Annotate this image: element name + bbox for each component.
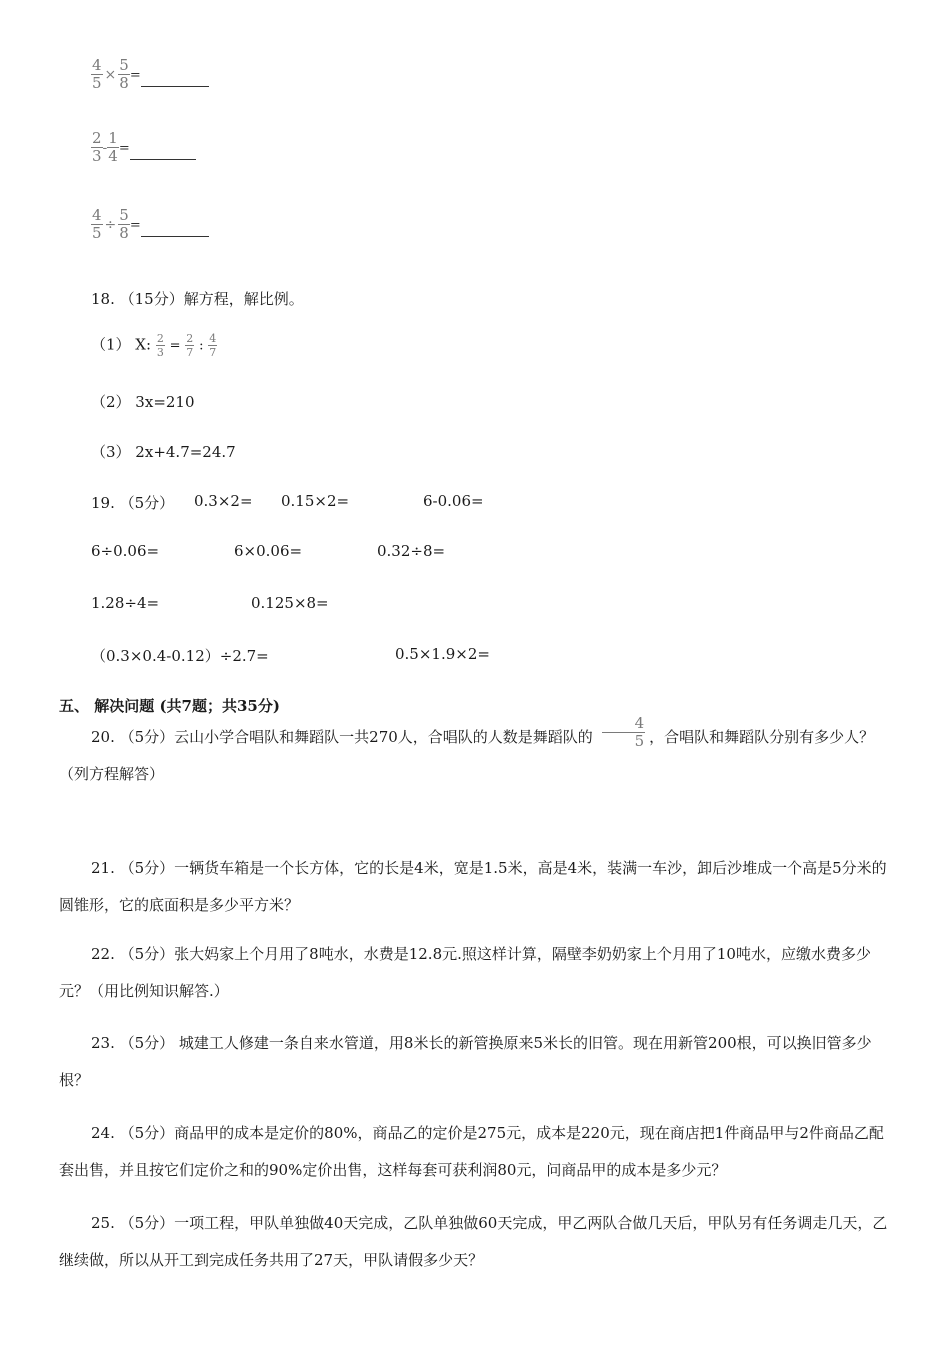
q21: 21. （5分）一辆货车箱是一个长方体，它的长是4米，宽是1.5米，高是4米，装满一车沙，卸后沙堆成一个高是5分米的圆锥形，它的底面积是多少平方米？ xyxy=(59,859,887,914)
q18-part2: （2） 3x=210 xyxy=(91,393,195,411)
colon: : xyxy=(199,338,204,354)
fraction-exercise-1 xyxy=(91,58,209,91)
fraction: $\frac{2}{3}$ xyxy=(156,332,164,359)
fraction: $\frac{2}{7}$ xyxy=(186,332,194,359)
q20-text-after: ，合唱队和舞蹈队分别有多少人？（列方程解答） xyxy=(59,728,875,783)
fraction: $\frac{5}{8}$ xyxy=(119,206,129,242)
section-heading: 五、 解决问题 (共7题；共35分) xyxy=(59,697,280,715)
q20 xyxy=(59,713,894,793)
q19-item: 0.3×2= xyxy=(194,492,253,510)
q19-item: 0.15×2= xyxy=(281,492,350,510)
fraction: $\frac{1}{4}$ xyxy=(108,129,118,165)
equals-sign: = xyxy=(129,218,141,233)
fraction: $\frac{2}{3}$ xyxy=(92,129,102,165)
fraction: $\frac{4}{5}$ xyxy=(92,56,102,92)
operator: ÷ xyxy=(104,217,117,233)
operator: - xyxy=(102,140,108,156)
equals-sign: = xyxy=(118,141,130,156)
fraction-exercise-2 xyxy=(91,131,196,164)
q22: 22. （5分）张大妈家上个月用了8吨水，水费是12.8元.照这样计算，隔壁李奶奶家上个月用了10吨水，应缴水费多少元？（用比例知识解答.） xyxy=(59,945,871,1000)
q19-item: 6÷0.06= xyxy=(91,542,160,560)
q25: 25. （5分）一项工程，甲队单独做40天完成，乙队单独做60天完成，甲乙两队合做几天后，甲队另有任务调走几天，乙继续做，所以从开工到完成任务共用了27天，甲队请假多少天？ xyxy=(59,1214,888,1269)
q18-part1 xyxy=(91,333,217,358)
fraction: $\frac{4}{7}$ xyxy=(209,332,217,359)
fraction: $\frac{5}{8}$ xyxy=(119,56,129,92)
operator: × xyxy=(104,67,117,83)
fraction: $\frac{4}{5}$ xyxy=(92,206,102,242)
q18-header: 18. （15分）解方程，解比例。 xyxy=(91,290,304,308)
equals-sign: = xyxy=(169,338,181,354)
answer-blank[interactable] xyxy=(141,85,209,87)
q24: 24. （5分）商品甲的成本是定价的80%，商品乙的定价是275元，成本是220元，现在商店把1件商品甲与2件商品乙配套出售，并且按它们定价之和的90%定价出售，这样每套可获利润80元，问商品甲的成本是多少元？ xyxy=(59,1124,884,1179)
equals-sign: = xyxy=(129,68,141,83)
fraction-exercise-3 xyxy=(91,208,209,241)
q18-part3: （3） 2x+4.7=24.7 xyxy=(91,443,236,461)
q19-header: 19. （5分） xyxy=(91,494,175,512)
answer-blank[interactable] xyxy=(130,158,196,160)
q19-item: 1.28÷4= xyxy=(91,594,160,612)
q19-item: 0.125×8= xyxy=(251,594,329,612)
q19-item: （0.3×0.4-0.12）÷2.7= xyxy=(91,647,269,665)
q20-text-before: 20. （5分）云山小学合唱队和舞蹈队一共270人，合唱队的人数是舞蹈队的 xyxy=(91,728,593,746)
q19-item: 0.32÷8= xyxy=(377,542,446,560)
q19-item: 6×0.06= xyxy=(234,542,303,560)
q19-item: 0.5×1.9×2= xyxy=(395,645,490,663)
fraction: $\frac{4}{5}$ xyxy=(602,716,646,749)
q18-part1-prefix: （1） X: xyxy=(91,335,152,354)
q23: 23. （5分） 城建工人修建一条自来水管道，用8米长的新管换原来5米长的旧管。现在用新管200根，可以换旧管多少根？ xyxy=(59,1034,872,1089)
q19-item: 6-0.06= xyxy=(423,492,484,510)
answer-blank[interactable] xyxy=(141,235,209,237)
